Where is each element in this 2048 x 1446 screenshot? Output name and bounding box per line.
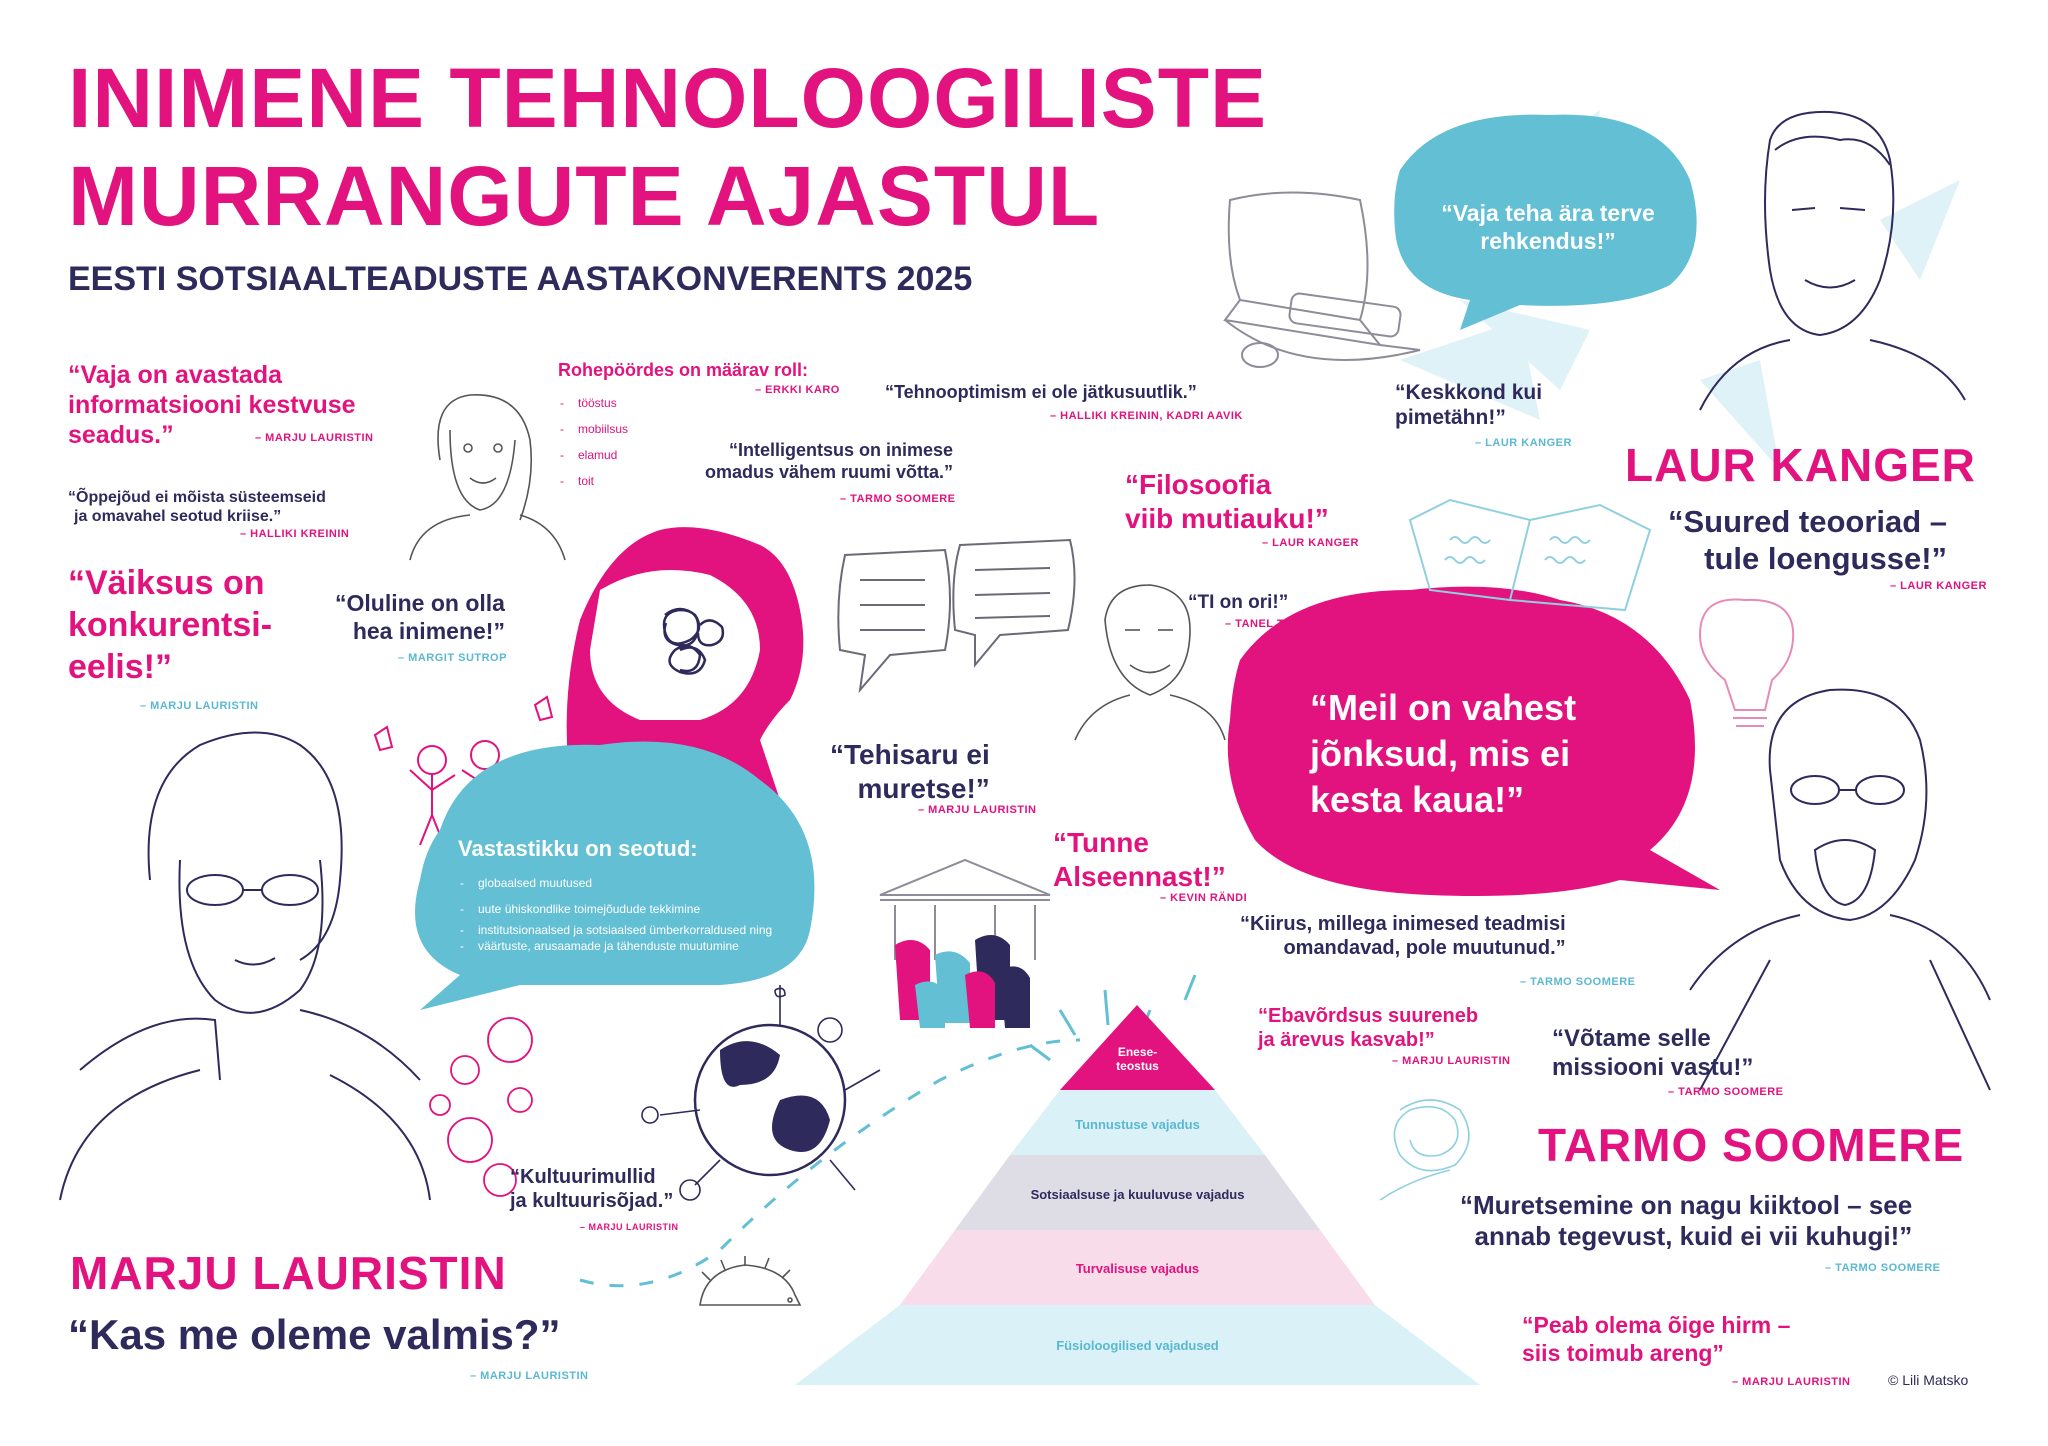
quote-line: omadus vähem ruumi võtta.”: [705, 461, 954, 482]
page-subtitle: EESTI SOTSIAALTEADUSTE AASTAKONVERENTS 2025: [68, 260, 973, 298]
quote-author: – KEVIN RÄNDI: [1160, 892, 1248, 904]
quote-line: eelis!”: [68, 648, 172, 686]
quote-line: “Intelligentsus on inimese: [729, 440, 954, 460]
quote-line: hea inimene!”: [352, 617, 505, 644]
quote-author: – TANEL TAMMET: [1225, 618, 1327, 630]
quote-line: kesta kaua!”: [1310, 779, 1525, 820]
quote-line: omandavad, pole muutunud.”: [1283, 937, 1566, 959]
laptop-icon: [1225, 193, 1420, 368]
page-title-line1: INIMENE TEHNOLOOGILISTE: [68, 51, 1268, 145]
quote-line: “Keskkond kui: [1395, 381, 1543, 404]
quote-line: “Kultuurimullid: [510, 1166, 656, 1188]
hedgehog-icon: [700, 1256, 800, 1305]
quote-author: – MARJU LAURISTIN: [1732, 1376, 1851, 1388]
quote-line: konkurentsi-: [68, 606, 273, 644]
quote-tunne-alseennast: [1053, 826, 1226, 893]
bubble-jonksud: [1310, 685, 1576, 823]
rohe-item: - toit: [558, 468, 628, 494]
quote-author: – MARJU LAURISTIN: [580, 1222, 679, 1232]
quote-author: – MARJU LAURISTIN: [140, 700, 259, 712]
bubble-item: - globaalsed muutused: [458, 870, 772, 896]
quote-line: “Suured teooriad –: [1668, 504, 1948, 539]
quote-line: annab tegevust, kuid ei vii kuhugi!”: [1474, 1221, 1913, 1252]
quote-line: siis toimub areng”: [1522, 1339, 1724, 1366]
page-title-line2: MURRANGUTE AJASTUL: [68, 149, 1101, 243]
quote-line: jõnksud, mis ei: [1310, 733, 1571, 774]
quote-intelligentsus: [705, 440, 953, 483]
speech-bubbles-icon: [838, 540, 1074, 690]
quote-line: ja kultuurisõjad.”: [510, 1190, 674, 1212]
name-tarmo-soomere: TARMO SOOMERE: [1538, 1119, 1965, 1171]
quote-author: – TARMO SOOMERE: [840, 493, 956, 505]
quote-muretsemine: [1460, 1190, 1912, 1252]
quote-author: – LAUR KANGER: [1475, 437, 1572, 449]
quote-author: – MARJU LAURISTIN: [918, 804, 1037, 816]
quote-line: “Vaja teha ära terve: [1441, 200, 1655, 226]
quote-oluline: [335, 590, 505, 645]
quote-votame: [1552, 1025, 1753, 1083]
rohe-item: - elamud: [558, 442, 628, 468]
quote-oppejoud: [68, 488, 326, 526]
rohe-item: - mobiilsus: [558, 416, 628, 442]
quote-author: – MARJU LAURISTIN: [470, 1370, 589, 1382]
quote-tehnooptimism: “Tehnooptimism ei ole jätkusuutlik.”: [885, 382, 1197, 402]
quote-author: – MARJU LAURISTIN: [255, 432, 374, 444]
quote-tehisaru: [830, 738, 990, 805]
quote-line: “Tehisaru ei: [830, 739, 990, 770]
quote-line: “Kiirus, millega inimesed teadmisi: [1240, 913, 1566, 935]
quote-vaiksus: [68, 562, 272, 688]
quote-line: rehkendus!”: [1480, 227, 1616, 254]
quote-line: “Võtame selle: [1552, 1025, 1711, 1052]
bubble-item: - uute ühiskondlike toimejõudude tekkimine: [458, 896, 772, 922]
name-laur-kanger: LAUR KANGER: [1625, 439, 1976, 491]
marju-lauristin-portrait: [60, 733, 430, 1201]
quote-suured-teooriad: [1668, 503, 1947, 577]
quote-author: – HALLIKI KREININ: [240, 528, 350, 540]
credit: © Lili Matsko: [1888, 1372, 1969, 1388]
pyramid-tier-4: Füsioloogilised vajadused: [1056, 1338, 1219, 1353]
quote-line: “Õppejõud ei mõista süsteemseid: [68, 489, 326, 506]
quote-author: – TARMO SOOMERE: [1668, 1086, 1784, 1098]
quote-kiirus: [1240, 912, 1566, 960]
pyramid-tier-1: Tunnustuse vajadus: [1075, 1117, 1200, 1132]
quote-line: seadus.”: [68, 421, 174, 449]
pyramid-top-line2: teostus: [1116, 1059, 1159, 1073]
quote-line: “Muretsemine on nagu kiiktool – see: [1460, 1190, 1913, 1220]
quote-ebavordsus: [1258, 1004, 1478, 1052]
quote-line: tule loengusse!”: [1704, 541, 1948, 577]
quote-ti-on-ori: “TI on ori!”: [1188, 592, 1289, 613]
bubble-item: - institutsionaalsed ja sotsiaalsed ümberkorraldused ning: [458, 922, 772, 938]
quote-line: “Ebavõrdsus suureneb: [1258, 1005, 1479, 1027]
name-marju-lauristin: MARJU LAURISTIN: [70, 1247, 507, 1299]
needs-pyramid: [795, 1005, 1480, 1385]
quote-oige-hirm: [1522, 1312, 1790, 1367]
pyramid-tier-2: Sotsiaalsuse ja kuuluvuse vajadus: [1030, 1187, 1245, 1202]
quote-filosoofia: [1125, 468, 1329, 535]
pyramid-top-line1: Enese-: [1117, 1045, 1158, 1059]
bubble-vastastikku: [458, 836, 772, 954]
bubble-vastastikku-title: Vastastikku on seotud:: [458, 836, 698, 861]
quote-line: “Peab olema õige hirm –: [1522, 1312, 1791, 1338]
quote-author: – TARMO SOOMERE: [1825, 1262, 1941, 1274]
quote-line: muretse!”: [857, 772, 990, 804]
rohe-title: Rohepöördes on määrav roll:: [558, 360, 809, 380]
quote-author: – LAUR KANGER: [1890, 580, 1987, 592]
quote-author: – MARJU LAURISTIN: [1392, 1055, 1511, 1067]
rohe-item: - tööstus: [558, 390, 628, 416]
bubble-item-cont: - väärtuste, arusaamade ja tähenduste muutumine: [458, 938, 772, 954]
rohe-list: [558, 390, 628, 494]
quote-author: – TARMO SOOMERE: [1520, 976, 1636, 988]
bubble-rehkendus: [1418, 200, 1678, 255]
quote-author: – MARGIT SUTROP: [398, 652, 507, 664]
quote-line: “Väiksus on: [68, 564, 265, 602]
quote-line: ja omavahel seotud kriise.”: [74, 508, 282, 526]
quote-line: viib mutiauku!”: [1125, 502, 1329, 534]
quote-line: Alseennast!”: [1053, 860, 1226, 892]
quote-author: – HALLIKI KREININ, KADRI AAVIK: [1050, 410, 1243, 422]
quote-line: missiooni vastu!”: [1552, 1053, 1754, 1081]
quote-kultuurimullid: [510, 1165, 673, 1213]
quote-line: pimetähn!”: [1395, 406, 1506, 430]
quote-keskkond: [1395, 380, 1542, 430]
quote-author: – LAUR KANGER: [1262, 537, 1359, 549]
pyramid-tier-3: Turvalisuse vajadus: [1075, 1261, 1200, 1276]
rohe-author: – ERKKI KARO: [755, 384, 840, 396]
quote-kas-me-oleme-valmis: “Kas me oleme valmis?”: [68, 1311, 561, 1358]
bubble-vastastikku-list: [458, 870, 772, 954]
lightbulb-icon: [1700, 599, 1793, 726]
halliki-kreinin-portrait: [410, 395, 565, 560]
quote-line: “Filosoofia: [1125, 469, 1272, 500]
quote-line: “Tunne: [1053, 827, 1149, 858]
quote-line: “Vaja on avastada: [68, 361, 283, 389]
quote-line: informatsiooni kestvuse: [68, 391, 356, 419]
quote-line: “Meil on vahest: [1310, 687, 1577, 728]
quote-line: “Oluline on olla: [335, 590, 505, 616]
quote-line: ja ärevus kasvab!”: [1258, 1029, 1435, 1051]
